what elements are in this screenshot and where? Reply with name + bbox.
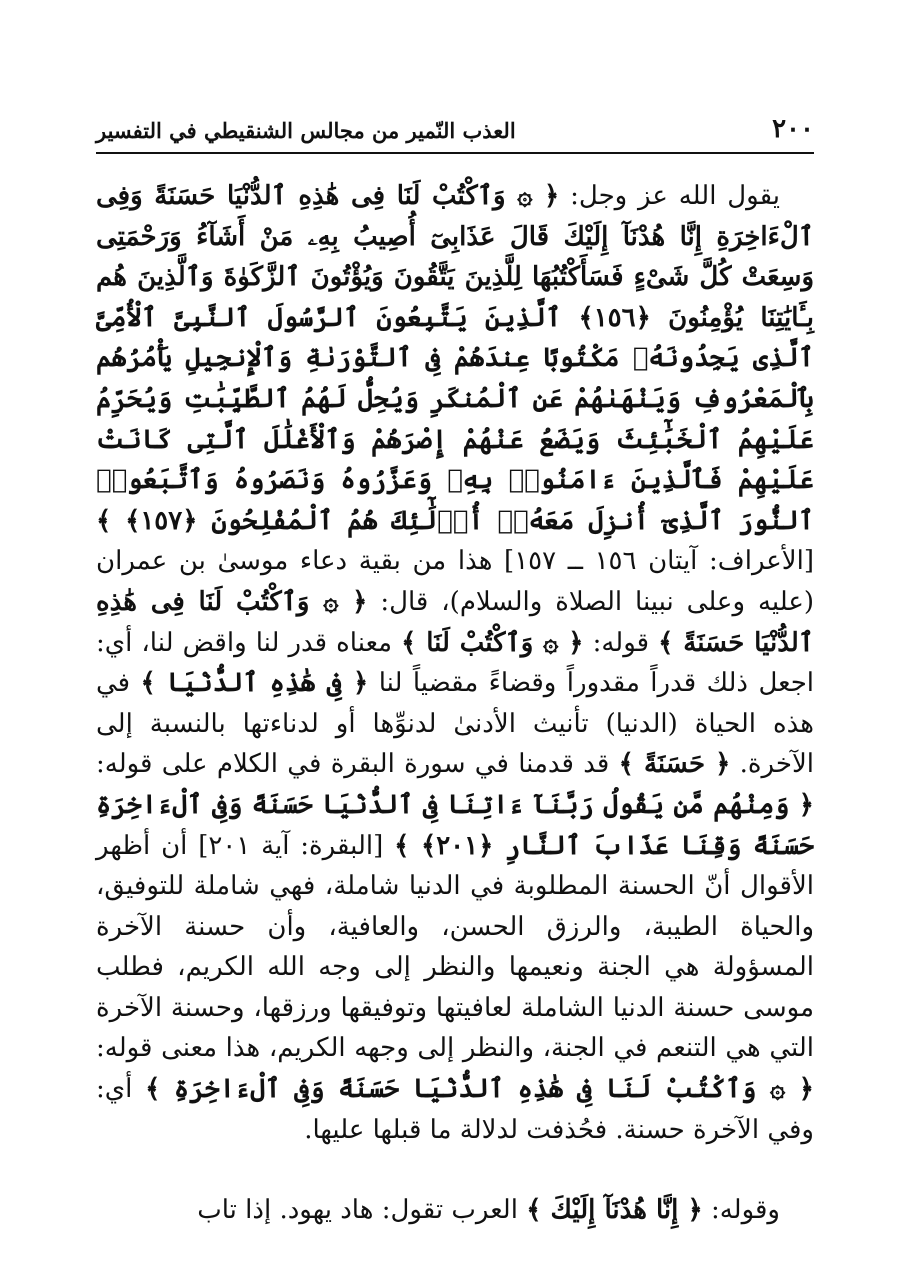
- text-run: قوله:: [583, 627, 659, 658]
- quran-verse: ﴿ ۞ وَٱكْتُبْ لَنَا ﴾: [401, 627, 584, 658]
- text-run: يقول الله عز وجل:: [559, 181, 780, 211]
- body-text: [96, 176, 814, 1231]
- text-run: في هذه الحياة (الدنيا) تأنيث الأدنىٰ لدنوِّها أو لدناءتها بالنسبة إلى الآخرة.: [96, 668, 814, 780]
- quran-verse: ﴿ ۞ وَٱكْتُبْ لَنَا فِى هَٰذِهِ ٱلدُّنْيَا حَسَنَةً وَفِى ٱلْءَاخِرَةِ ﴾: [145, 1074, 814, 1105]
- page-header: [96, 112, 814, 154]
- text-run: قد قدمنا في سورة البقرة في الكلام على قوله:: [96, 749, 619, 780]
- text-run: وقوله:: [702, 1195, 780, 1226]
- text-run: [البقرة: آية ٢٠١] أن أظهر الأقوال أنّ الحسنة المطلوبة في الدنيا شاملة، فهي شاملة للتوفيق، والحياة الطيبة، والرزق الحسن، والعافية، وأن حسنة الآخرة المسؤولة هي الجنة ونعيمها والنظر إلى وجه الله الكريم، فطلب موسى حسنة الدنيا الشاملة لعافيتها وتوفيقها ورزقها، وحسنة الآخرة التي هي التنعم في الجنة، والنظر إلى وجهه الكريم، هذا معنى قوله:: [96, 830, 814, 1064]
- quran-verse: ﴿ حَسَنَةً ﴾: [618, 749, 731, 780]
- quran-verse: ﴿ ۞ وَٱكْتُبْ لَنَا فِى هَٰذِهِ ٱلدُّنْيَا حَسَنَةً ﴾: [96, 586, 814, 658]
- text-run: [الأعراف: آيتان ١٥٦ ــ ١٥٧] هذا من بقية دعاء موسىٰ بن عمران (عليه وعلى نبينا الصلاة والسلام)، قال:: [96, 546, 815, 617]
- quran-verse: ﴿ إِنَّا هُدْنَآ إِلَيْكَ ﴾: [526, 1195, 703, 1226]
- text-run: العرب تقول: هاد يهود. إذا تاب: [197, 1195, 527, 1226]
- text-run: معناه قدر لنا واقض لنا، أي: اجعل ذلك قدراً مقدوراً وقضاءً مقضياً لنا: [96, 627, 814, 699]
- running-title: العذب النّمير من مجالس الشنقيطي في التفسير: [96, 118, 516, 143]
- paragraph: [96, 1190, 814, 1231]
- quran-verse: ﴿ ۞ وَٱكْتُبْ لَنَا فِى هَٰذِهِ ٱلدُّنْيَا حَسَنَةً وَفِى ٱلْءَاخِرَةِ إِنَّا هُدْنَآ إِلَيْكَ قَالَ عَذَابِىٓ أُصِيبُ بِهِۦ مَنْ أَشَآءُ وَرَحْمَتِى وَسِعَتْ كُلَّ شَىْءٍ فَسَأَكْتُبُهَا لِلَّذِينَ يَتَّقُونَ وَيُؤْتُونَ ٱلزَّكَوٰةَ وَٱلَّذِينَ هُم بِـَٔايَٰتِنَا يُؤْمِنُونَ ﴿١٥٦﴾ ٱلَّذِينَ يَتَّبِعُونَ ٱلرَّسُولَ ٱلنَّبِىَّ ٱلْأُمِّىَّ ٱلَّذِى يَجِدُونَهُۥ مَكْتُوبًا عِندَهُمْ فِى ٱلتَّوْرَىٰةِ وَٱلْإِنجِيلِ يَأْمُرُهُم بِٱلْمَعْرُوفِ وَيَنْهَىٰهُمْ عَنِ ٱلْمُنكَرِ وَيُحِلُّ لَهُمُ ٱلطَّيِّبَٰتِ وَيُحَرِّمُ عَلَيْهِمُ ٱلْخَبَٰٓئِثَ وَيَضَعُ عَنْهُمْ إِصْرَهُمْ وَٱلْأَغْلَٰلَ ٱلَّتِى كَانَتْ عَلَيْهِمْ فَٱلَّذِينَ ءَامَنُوا۟ بِهِۦ وَعَزَّرُوهُ وَنَصَرُوهُ وَٱتَّبَعُوا۟ ٱلنُّورَ ٱلَّذِىٓ أُنزِلَ مَعَهُۥٓ أُو۟لَٰٓئِكَ هُمُ ٱلْمُفْلِحُونَ ﴿١٥٧﴾ ﴾: [96, 181, 814, 536]
- quran-verse: ﴿ فِى هَٰذِهِ ٱلدُّنْيَا ﴾: [140, 668, 369, 699]
- text-run: أي: وفي الآخرة حسنة. فحُذفت لدلالة ما قبلها عليها.: [96, 1074, 814, 1145]
- paragraph: [96, 176, 814, 1150]
- page-number: ٢٠٠: [772, 114, 814, 144]
- quran-verse: ﴿ وَمِنْهُم مَّن يَقُولُ رَبَّنَآ ءَاتِنَا فِى ٱلدُّنْيَا حَسَنَةً وَفِى ٱلْءَاخِرَةِ حَسَنَةً وَقِنَا عَذَابَ ٱلنَّارِ ﴿٢٠١﴾ ﴾: [96, 789, 814, 861]
